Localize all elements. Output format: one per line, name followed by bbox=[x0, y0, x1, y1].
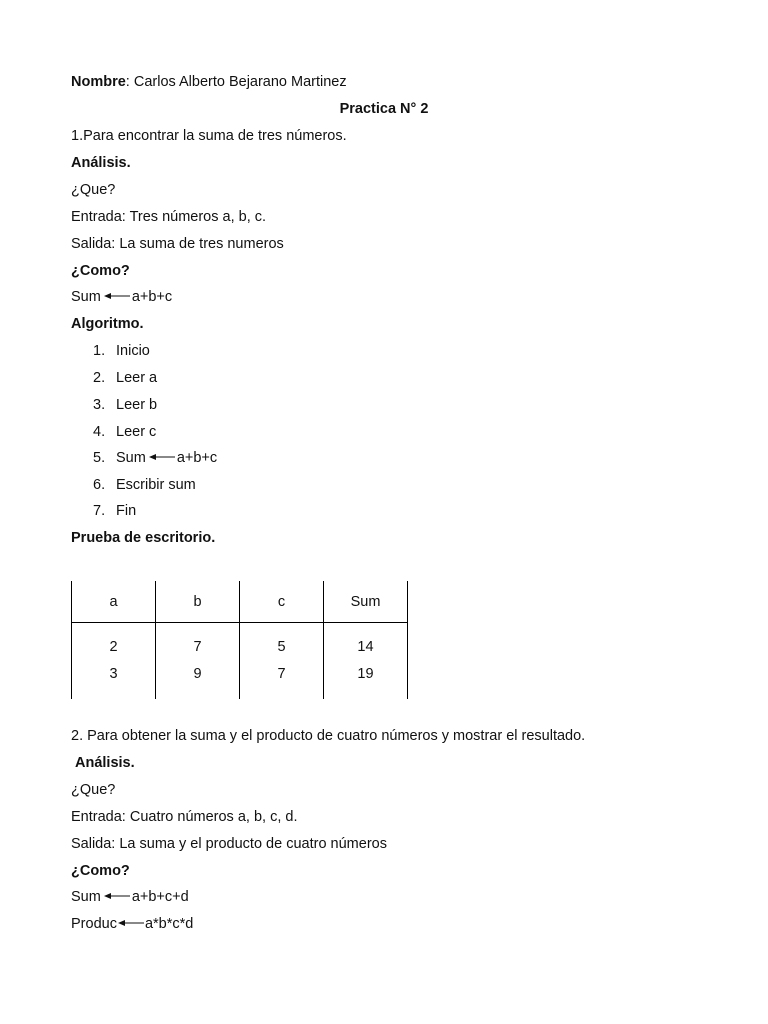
table-cell bbox=[240, 623, 324, 699]
cell-value: 2 bbox=[109, 639, 118, 655]
table-cell bbox=[156, 623, 240, 699]
cell-value: 9 bbox=[193, 666, 202, 682]
algorithm-step bbox=[93, 449, 217, 467]
problem2-que: ¿Que? bbox=[71, 782, 116, 798]
step-text: Fin bbox=[116, 503, 137, 519]
problem2-statement: 2. Para obtener la suma y el producto de cuatro números y mostrar el resultado. bbox=[71, 728, 586, 744]
problem1-algorithm-heading: Algoritmo. bbox=[71, 316, 144, 332]
table-header-row bbox=[72, 581, 408, 623]
step-text: Leer a bbox=[116, 370, 158, 386]
table-cell bbox=[324, 623, 408, 699]
left-arrow-icon bbox=[118, 918, 144, 928]
algorithm-step bbox=[93, 423, 156, 441]
step-number: 5. bbox=[93, 450, 106, 466]
cell-value: 3 bbox=[109, 666, 118, 682]
cell-value: 7 bbox=[193, 639, 202, 655]
prod-left: Produc bbox=[71, 916, 117, 932]
problem2-analysis-heading: Análisis. bbox=[75, 755, 135, 771]
problem1-analysis-heading: Análisis. bbox=[71, 155, 131, 171]
problem1-statement: 1.Para encontrar la suma de tres números. bbox=[71, 128, 347, 144]
formula-right: a+b+c bbox=[131, 289, 173, 305]
name-value: : Carlos Alberto Bejarano Martinez bbox=[125, 74, 347, 90]
step-text: Leer b bbox=[116, 397, 158, 413]
algorithm-step bbox=[93, 342, 150, 360]
step-number: 6. bbox=[93, 477, 106, 493]
problem2-como: ¿Como? bbox=[71, 863, 130, 879]
left-arrow-icon bbox=[104, 291, 130, 301]
cell-value: 7 bbox=[277, 666, 286, 682]
left-arrow-icon bbox=[149, 452, 175, 462]
step-text: Escribir sum bbox=[116, 477, 196, 493]
column-header: b bbox=[156, 581, 240, 623]
problem1-output: Salida: La suma de tres numeros bbox=[71, 236, 284, 252]
step-number: 7. bbox=[93, 503, 106, 519]
name-label: Nombre bbox=[71, 74, 126, 90]
sum-right: a+b+c+d bbox=[131, 889, 189, 905]
cell-value: 19 bbox=[357, 666, 374, 682]
problem2-input: Entrada: Cuatro números a, b, c, d. bbox=[71, 809, 298, 825]
step-number: 1. bbox=[93, 343, 106, 359]
step-rhs: a+b+c bbox=[176, 450, 218, 466]
algorithm-step bbox=[93, 476, 196, 494]
problem1-que: ¿Que? bbox=[71, 182, 116, 198]
problem1-input: Entrada: Tres números a, b, c. bbox=[71, 209, 267, 225]
table-row bbox=[72, 623, 408, 699]
author-line bbox=[71, 73, 347, 91]
prod-right: a*b*c*d bbox=[144, 916, 194, 932]
problem1-formula bbox=[71, 288, 172, 306]
step-text: Leer c bbox=[116, 424, 157, 440]
algorithm-step bbox=[93, 502, 136, 520]
column-header: Sum bbox=[324, 581, 408, 623]
column-header: a bbox=[72, 581, 156, 623]
problem1-como: ¿Como? bbox=[71, 263, 130, 279]
formula-left: Sum bbox=[71, 289, 101, 305]
algorithm-step bbox=[93, 369, 157, 387]
desk-test-heading: Prueba de escritorio. bbox=[71, 530, 216, 546]
page-title: Practica N° 2 bbox=[339, 101, 429, 117]
step-number: 2. bbox=[93, 370, 106, 386]
table-cell bbox=[72, 623, 156, 699]
cell-value: 5 bbox=[277, 639, 286, 655]
step-number: 4. bbox=[93, 424, 106, 440]
step-text: Sum bbox=[116, 450, 146, 466]
left-arrow-icon bbox=[104, 891, 130, 901]
step-text: Inicio bbox=[116, 343, 150, 359]
problem2-sum-formula bbox=[71, 888, 189, 906]
cell-value: 14 bbox=[357, 639, 374, 655]
column-header: c bbox=[240, 581, 324, 623]
step-number: 3. bbox=[93, 397, 106, 413]
desk-test-table bbox=[71, 581, 408, 699]
problem2-product-formula bbox=[71, 915, 193, 933]
sum-left: Sum bbox=[71, 889, 101, 905]
problem2-output: Salida: La suma y el producto de cuatro números bbox=[71, 836, 387, 852]
algorithm-step bbox=[93, 396, 157, 414]
